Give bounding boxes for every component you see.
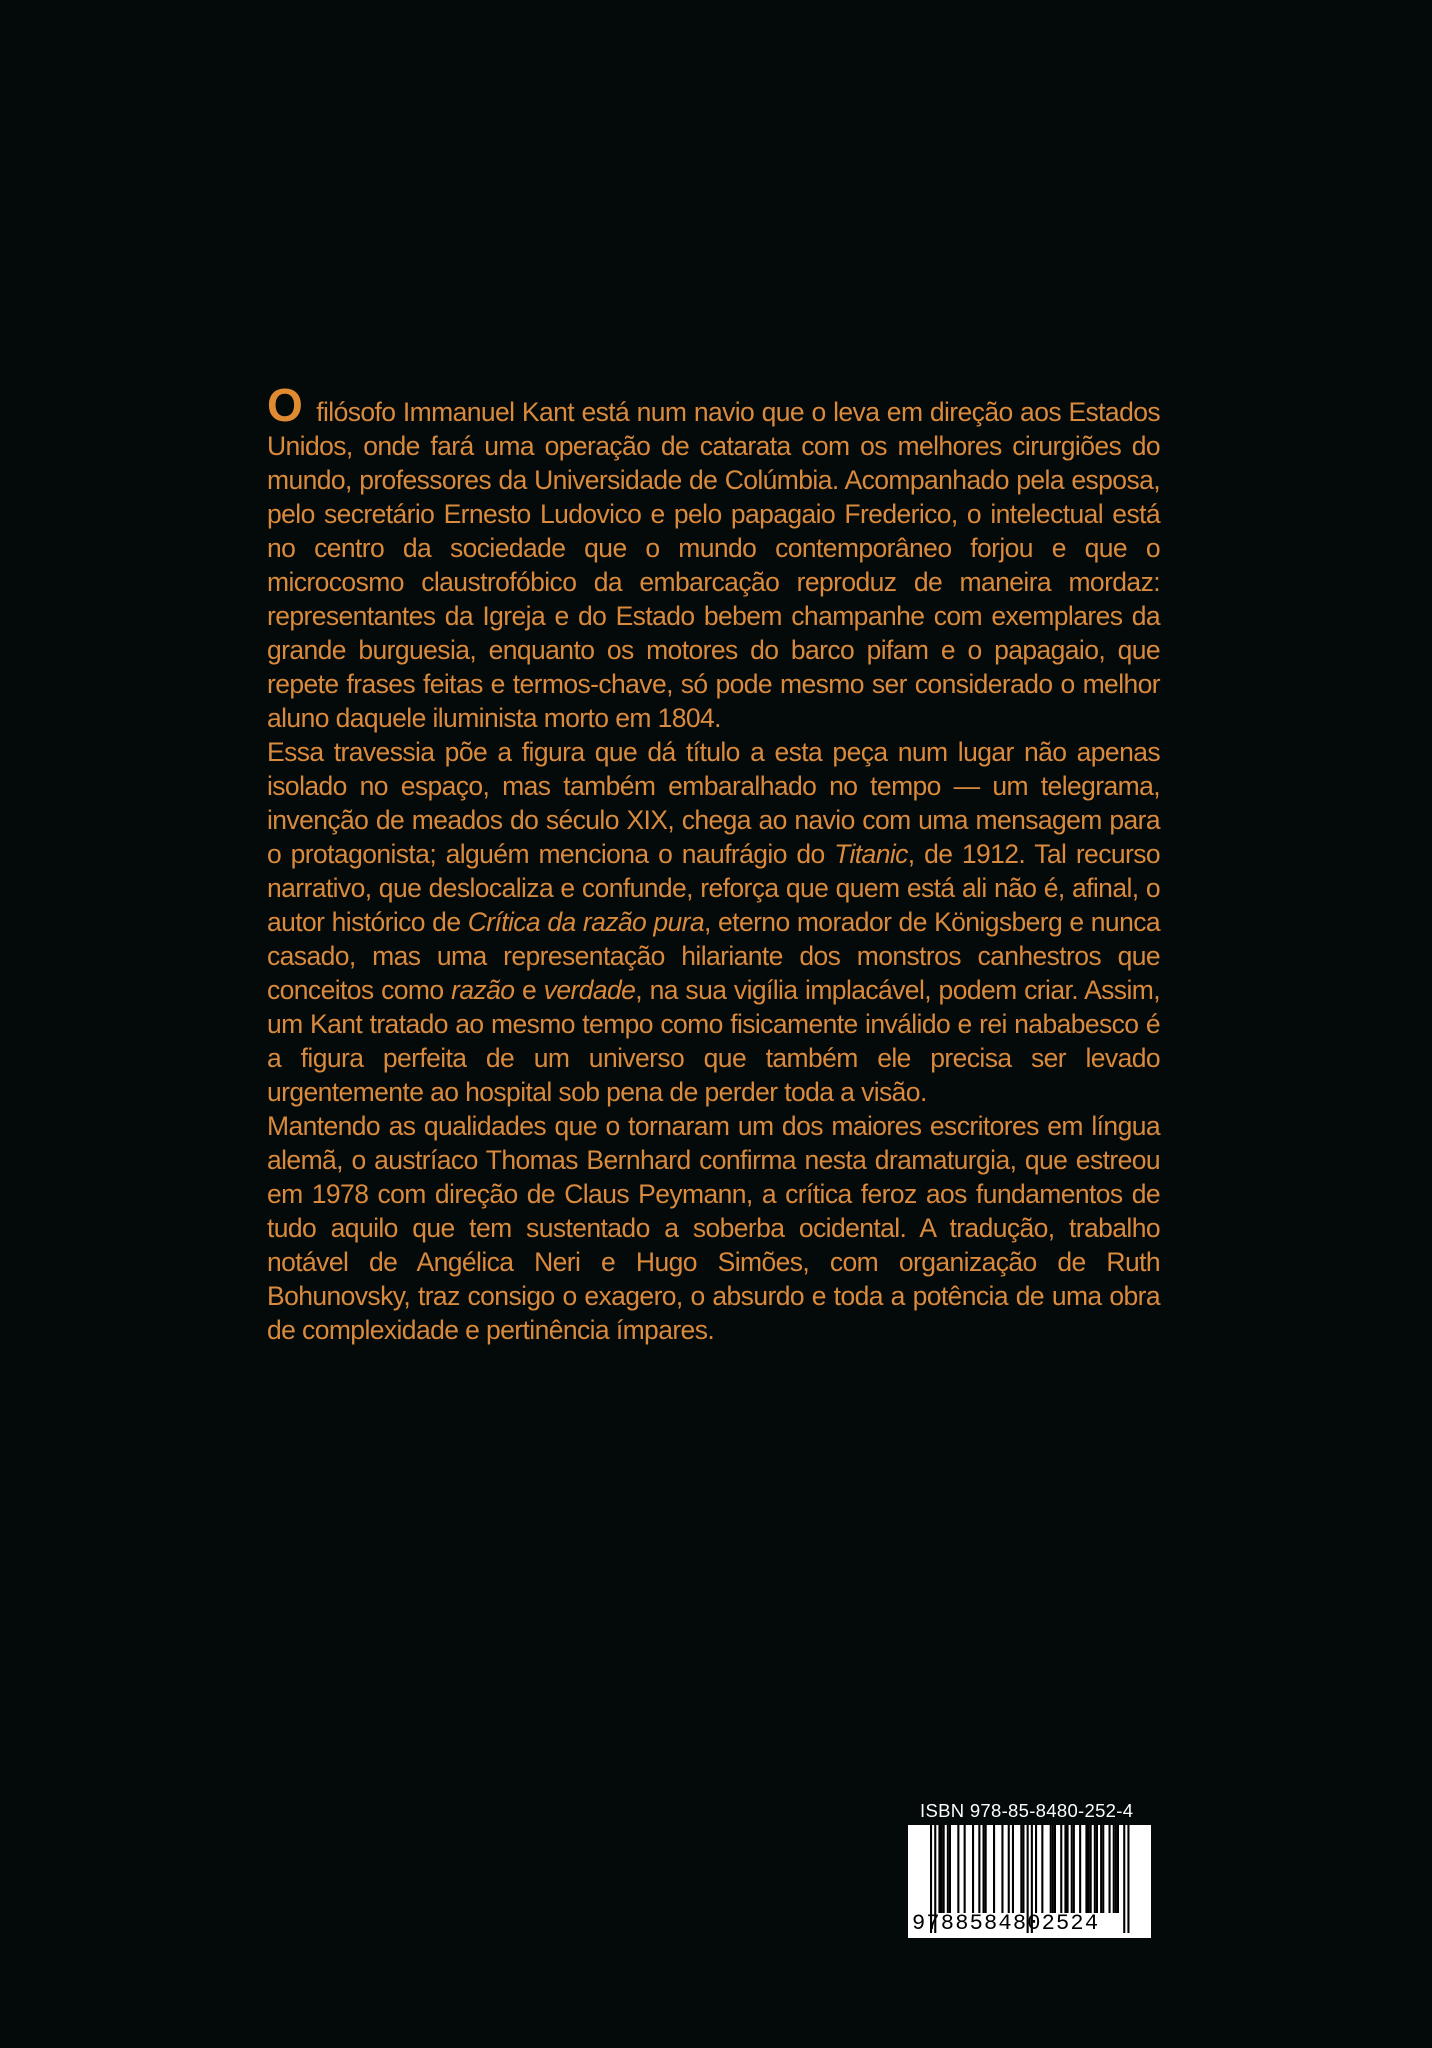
barcode-digits: 9788584802524 xyxy=(912,1911,1100,1936)
barcode-bar xyxy=(1109,1825,1111,1913)
barcode-bar xyxy=(1096,1825,1098,1913)
barcode-bar xyxy=(1127,1825,1129,1933)
barcode-bar xyxy=(1052,1825,1054,1913)
barcode-bar xyxy=(993,1825,995,1913)
barcode-bar xyxy=(1088,1825,1090,1913)
barcode-bar xyxy=(947,1825,949,1913)
barcode-bar xyxy=(964,1825,966,1913)
barcode-bar xyxy=(1041,1825,1043,1913)
barcode-bar xyxy=(1079,1825,1081,1913)
blurb-text: , na sua vigília implacável, podem criar. Assim, um Kant tratado ao mesmo tempo como fisicamente inválido e rei nababesco é a figura perfeita de um universo que também ele precisa ser levado urgentemente ao hospital sob pena de perder toda a visão. xyxy=(267,975,1160,1107)
blurb-text: Essa travessia põe a figura que dá título a esta peça num lugar não apenas isolado no espaço, mas também embaralhado no tempo — um telegrama, invenção de meados do século XIX, chega ao navio com uma mensagem para o protagonista; alguém menciona o naufrágio do xyxy=(267,737,1160,869)
barcode-bar xyxy=(1050,1825,1052,1913)
barcode-bar xyxy=(1102,1825,1104,1913)
drop-cap: O xyxy=(267,379,303,431)
barcode-bar xyxy=(972,1825,974,1913)
isbn-barcode xyxy=(908,1825,1151,1938)
blurb-paragraph xyxy=(267,379,1160,735)
barcode-bar xyxy=(1001,1825,1003,1913)
barcode-bar xyxy=(1123,1825,1125,1933)
barcode-bar xyxy=(938,1825,940,1913)
blurb-text: filósofo Immanuel Kant está num navio que o leva em direção aos Estados Unidos, onde fará uma operação de catarata com os melhores cirurgiões do mundo, professores da Universidade de Colúmbia. Acompanhado pela esposa, pelo secretário Ernesto Ludovico e pelo papagaio Frederico, o intelectual está no centro da sociedade que o mundo contemporâneo forjou e que o microcosmo claustrofóbico da embarcação reproduz de maneira mordaz: representantes da Igreja e do Estado bebem champanhe com exemplares da grande burguesia, enquanto os motores do barco pifam e o papagaio, que repete frases feitas e termos-chave, só pode mesmo ser considerado o melhor aluno daquele iluminista morto em 1804. xyxy=(267,397,1160,733)
barcode-bar xyxy=(983,1825,985,1913)
italic-title-text: razão xyxy=(451,975,515,1005)
barcode-bar xyxy=(1020,1825,1022,1913)
barcode-bar xyxy=(1073,1825,1075,1913)
italic-title-text: Crítica da razão pura xyxy=(467,907,705,937)
barcode-bar xyxy=(1090,1825,1092,1913)
barcode-bar xyxy=(949,1825,951,1913)
italic-title-text: Titanic xyxy=(834,839,908,869)
barcode-bar xyxy=(1035,1825,1037,1913)
barcode-bar xyxy=(1115,1825,1117,1913)
barcode-bar xyxy=(985,1825,987,1913)
barcode-bar xyxy=(978,1825,980,1913)
barcode-bar xyxy=(1071,1825,1073,1913)
barcode-bar xyxy=(1022,1825,1024,1913)
barcode-bar xyxy=(1012,1825,1014,1913)
blurb-text: , eterno morador de Königsberg e nunca casado, mas uma representação hilariante dos monstros canhestros que conceitos como xyxy=(267,907,1160,1005)
blurb-text: , de 1912. Tal recurso narrativo, que deslocaliza e confunde, reforça que quem está ali não é, afinal, o autor histórico de xyxy=(267,839,1160,937)
barcode-bar xyxy=(943,1825,945,1913)
blurb-paragraph xyxy=(267,735,1160,1109)
blurb-text: Mantendo as qualidades que o tornaram um dos maiores escritores em língua alemã, o austríaco Thomas Bernhard confirma nesta dramaturgia, que estreou em 1978 com direção de Claus Peymann, a crítica feroz aos fundamentos de tudo aquilo que tem sustentado a soberba ocidental. A tradução, trabalho notável de Angélica Neri e Hugo Simões, com organização de Ruth Bohunovsky, traz consigo o exagero, o absurdo e toda a potência de uma obra de complexidade e pertinência ímpares. xyxy=(267,1111,1160,1345)
barcode-bar xyxy=(1100,1825,1102,1913)
barcode-bar xyxy=(957,1825,959,1913)
barcode-bar xyxy=(941,1825,943,1913)
blurb-paragraph xyxy=(267,1109,1160,1347)
back-cover-blurb xyxy=(267,379,1160,1347)
barcode-bar xyxy=(1113,1825,1115,1913)
barcode-bar xyxy=(1094,1825,1096,1913)
blurb-text: e xyxy=(514,975,544,1005)
isbn-label: ISBN 978-85-8480-252-4 xyxy=(920,1800,1134,1821)
barcode-bar xyxy=(1054,1825,1056,1913)
barcode-bar xyxy=(1064,1825,1066,1913)
barcode-bar xyxy=(1008,1825,1010,1913)
barcode-bar xyxy=(1060,1825,1062,1913)
barcode-bar xyxy=(1117,1825,1119,1913)
italic-title-text: verdade xyxy=(543,975,636,1005)
barcode-bar xyxy=(1067,1825,1069,1913)
barcode-bar xyxy=(1085,1825,1087,1913)
